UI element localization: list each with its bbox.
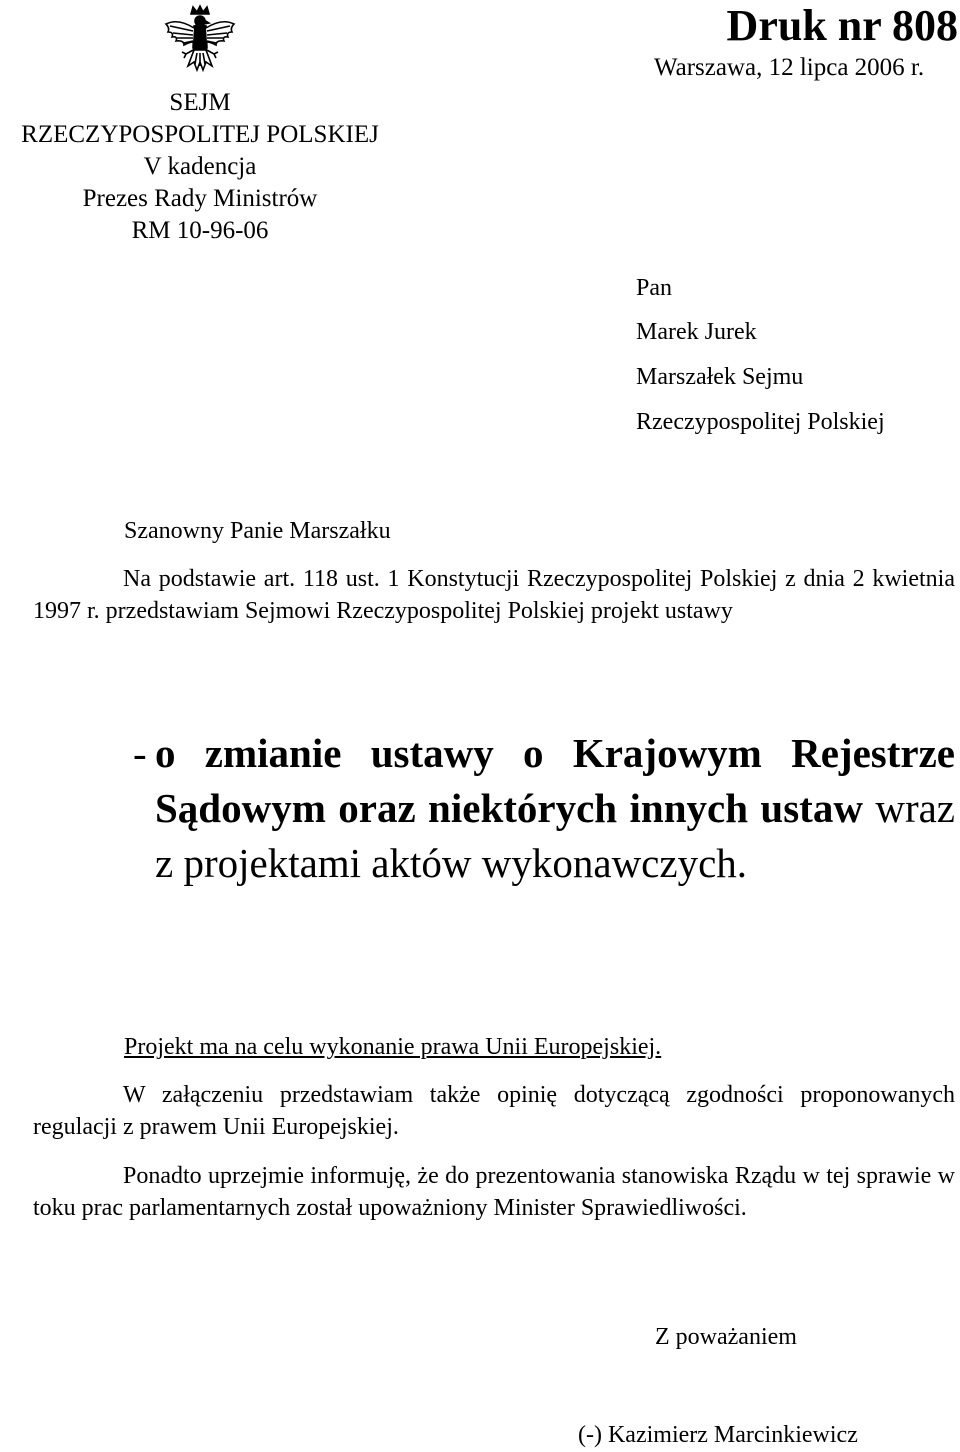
signature: (-) Kazimierz Marcinkiewicz <box>578 1422 858 1448</box>
bill-title <box>133 726 955 891</box>
polish-eagle-emblem-icon <box>160 4 240 84</box>
sender-line: SEJM <box>169 89 231 116</box>
sender-line: Prezes Rady Ministrów <box>82 185 318 212</box>
sender-line: V kadencja <box>143 153 257 180</box>
print-number: Druk nr 808 <box>726 1 958 50</box>
minister-paragraph <box>33 1160 955 1224</box>
sender-block <box>0 87 400 247</box>
recipient-line: Marek Jurek <box>636 319 757 345</box>
intro-text: Na podstawie art. 118 ust. 1 Konstytucji Rzeczypospolitej Polskiej z dnia 2 kwietnia 1997 r. przedstawiam Sejmowi Rzeczypospolitej Polskiej projekt ustawy <box>33 566 955 624</box>
title-dash: - <box>133 730 147 776</box>
title-rest: wraz z projektami aktów wykonawczych. <box>155 785 955 886</box>
title-bold: o zmianie ustawy o Krajowym Rejestrze Sądowym oraz niektórych innych ustaw <box>155 730 955 831</box>
recipient-line: Marszałek Sejmu <box>636 364 804 390</box>
place-and-date: Warszawa, 12 lipca 2006 r. <box>654 54 925 81</box>
closing: Z poważaniem <box>655 1324 797 1350</box>
attachment-text: W załączeniu przedstawiam także opinię dotyczącą zgodności proponowanych regulacji z prawem Unii Europejskiej. <box>33 1082 955 1140</box>
eu-note: Projekt ma na celu wykonanie prawa Unii Europejskiej. <box>124 1034 662 1060</box>
salutation: Szanowny Panie Marszałku <box>124 518 391 544</box>
intro-paragraph <box>33 563 955 627</box>
minister-text: Ponadto uprzejmie informuję, że do prezentowania stanowiska Rządu w tej sprawie w toku prac parlamentarnych został upoważniony Minister Sprawiedliwości. <box>33 1163 955 1221</box>
sender-line: RM 10-96-06 <box>131 217 269 244</box>
recipient-line: Pan <box>636 275 672 301</box>
recipient-line: Rzeczypospolitej Polskiej <box>636 409 885 435</box>
sender-line: RZECZYPOSPOLITEJ POLSKIEJ <box>21 121 379 148</box>
attachment-paragraph <box>33 1079 955 1143</box>
